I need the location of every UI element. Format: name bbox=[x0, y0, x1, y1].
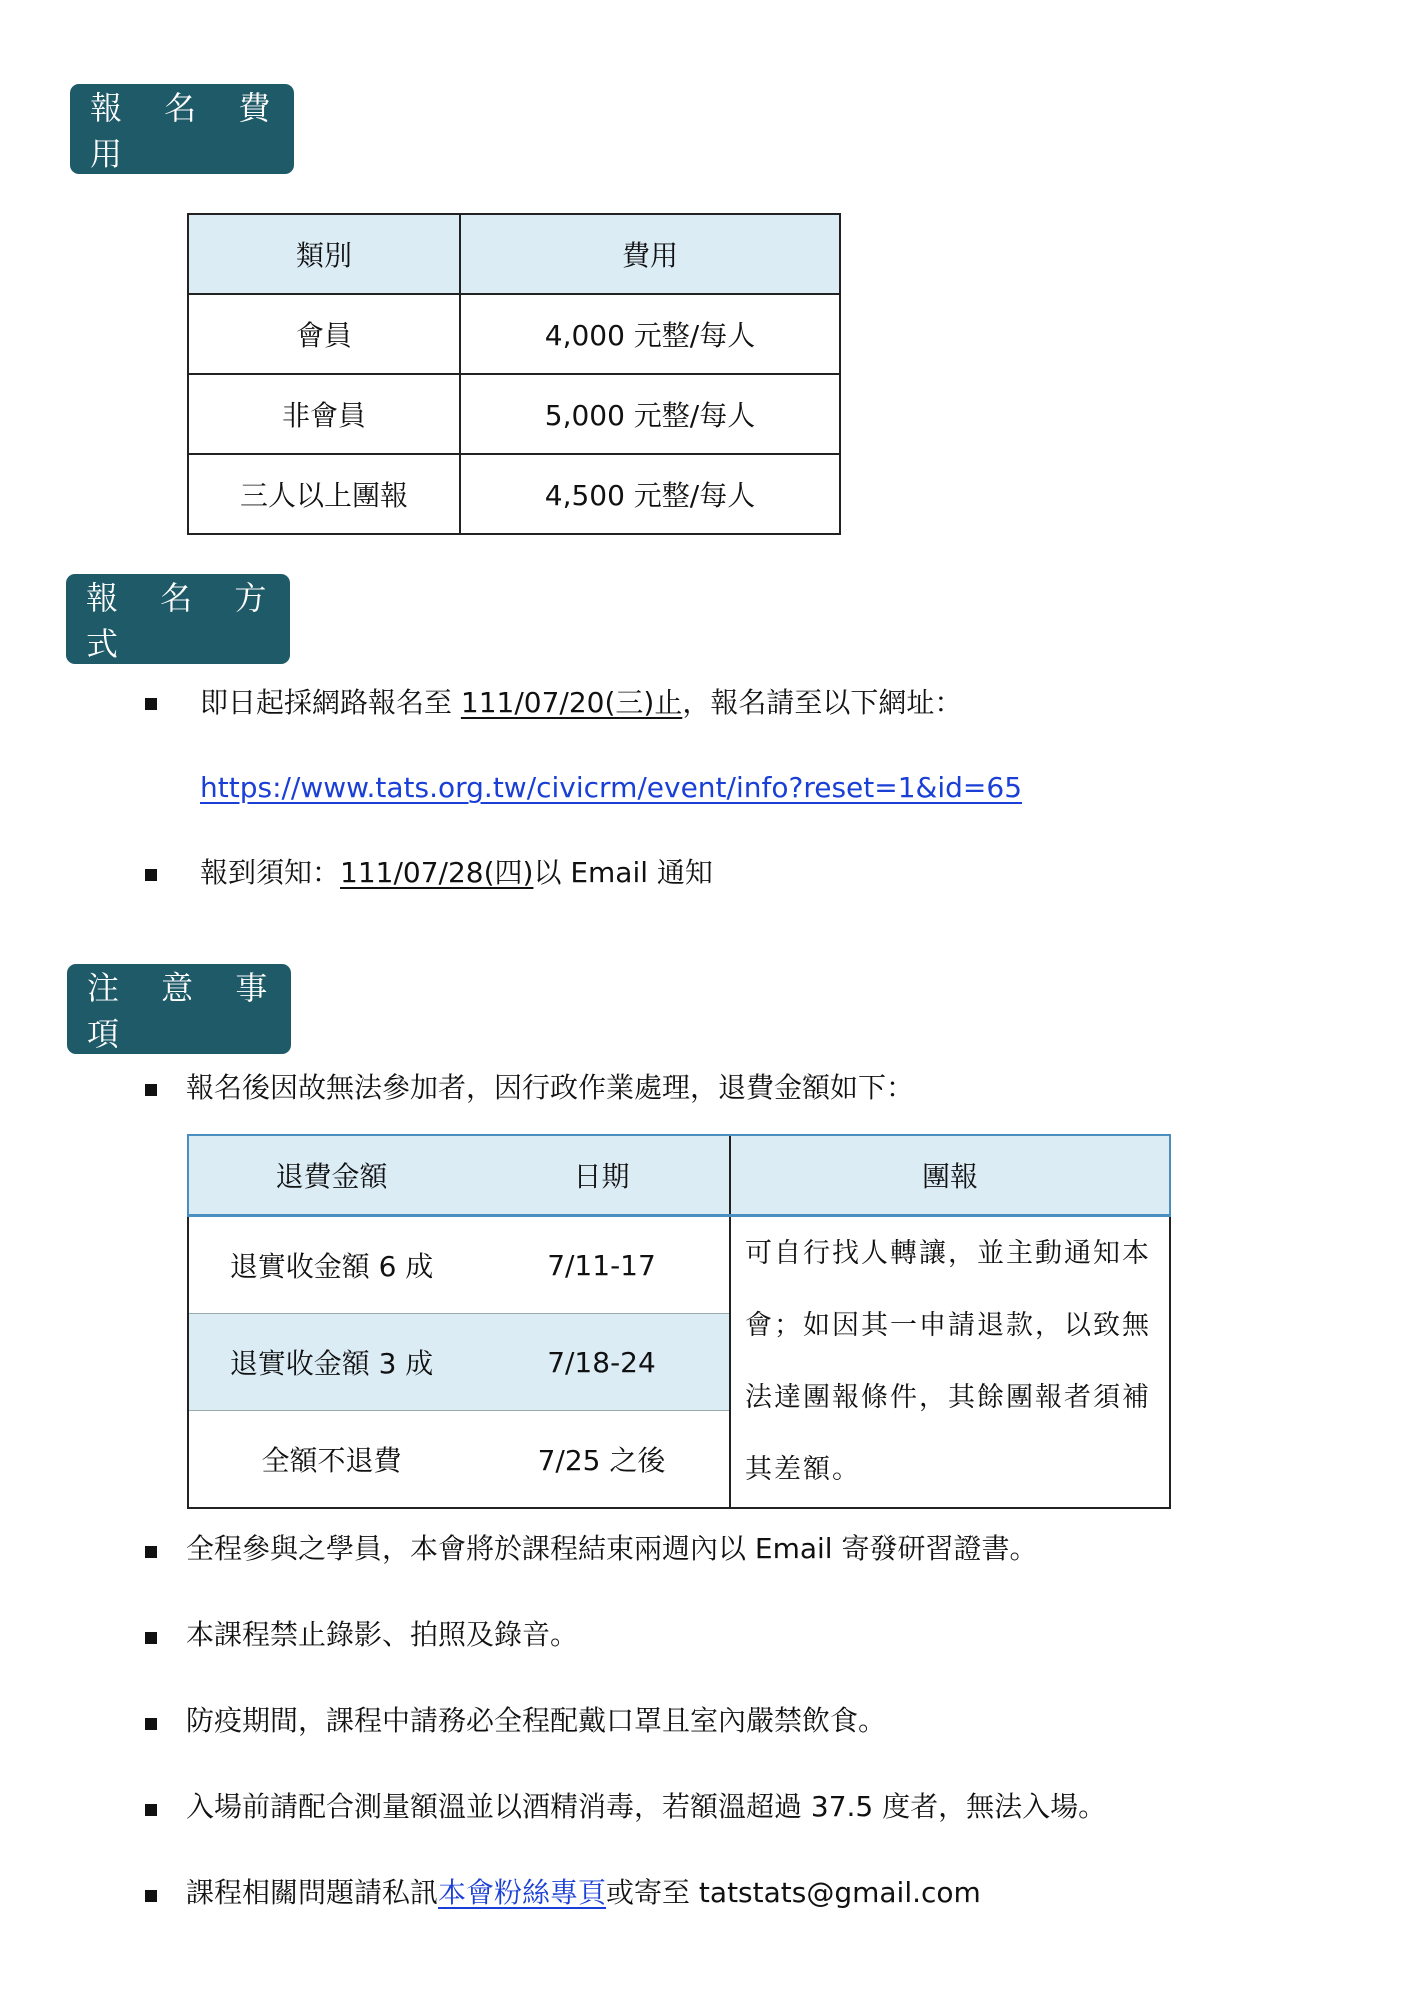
fee-category: 三人以上團報 bbox=[188, 454, 460, 534]
notice-item-contact bbox=[186, 1873, 981, 1913]
fee-table-header bbox=[188, 214, 840, 294]
checkin-date: 111/07/28(四) bbox=[340, 856, 534, 889]
bullet-icon bbox=[145, 1632, 157, 1644]
group-refund-note: 可自行找人轉讓，並主動通知本會；如因其一申請退款，以致無法達團報條件，其餘團報者須補其差額。 bbox=[730, 1216, 1170, 1509]
refund-date: 7/25 之後 bbox=[474, 1411, 730, 1509]
table-row bbox=[188, 454, 840, 534]
refund-date: 7/18-24 bbox=[474, 1314, 730, 1411]
notice-item-no-recording: 本課程禁止錄影、拍照及錄音。 bbox=[186, 1618, 579, 1651]
table-row bbox=[188, 294, 840, 374]
refund-amount: 全額不退費 bbox=[188, 1411, 474, 1509]
fan-page-link[interactable]: 本會粉絲專頁 bbox=[438, 1876, 607, 1909]
registration-suffix: ，報名請至以下網址： bbox=[682, 686, 963, 719]
notice-item-certificate: 全程參與之學員，本會將於課程結束兩週內以 Email 寄發研習證書。 bbox=[186, 1532, 1038, 1565]
section-title-method: 報 名 方 式 bbox=[66, 574, 290, 664]
registration-deadline: 111/07/20(三)止 bbox=[460, 686, 683, 719]
bullet-icon bbox=[145, 1546, 157, 1558]
checkin-notice-line bbox=[200, 853, 713, 893]
registration-url-link[interactable]: https://www.tats.org.tw/civicrm/event/info?reset=1&id=65 bbox=[200, 771, 1023, 804]
bullet-icon bbox=[145, 1804, 157, 1816]
fee-category: 非會員 bbox=[188, 374, 460, 454]
refund-table-header bbox=[188, 1135, 1170, 1216]
refund-table bbox=[187, 1134, 1171, 1509]
fee-header-category: 類別 bbox=[188, 214, 460, 294]
refund-amount: 退實收金額 3 成 bbox=[188, 1314, 474, 1411]
fee-amount: 4,500 元整/每人 bbox=[460, 454, 840, 534]
refund-header-amount: 退費金額 bbox=[188, 1135, 474, 1216]
refund-header-date: 日期 bbox=[474, 1135, 730, 1216]
refund-date: 7/11-17 bbox=[474, 1216, 730, 1314]
refund-amount: 退實收金額 6 成 bbox=[188, 1216, 474, 1314]
bullet-icon bbox=[145, 1084, 157, 1096]
fee-amount: 5,000 元整/每人 bbox=[460, 374, 840, 454]
registration-prefix: 即日起採網路報名至 bbox=[200, 686, 461, 719]
fee-table bbox=[187, 213, 841, 535]
fee-header-fee: 費用 bbox=[460, 214, 840, 294]
bullet-icon bbox=[145, 1718, 157, 1730]
fee-amount: 4,000 元整/每人 bbox=[460, 294, 840, 374]
contact-prefix: 課程相關問題請私訊 bbox=[186, 1876, 439, 1909]
bullet-icon bbox=[145, 869, 157, 881]
contact-suffix: 或寄至 tatstats@gmail.com bbox=[606, 1876, 981, 1909]
fee-category: 會員 bbox=[188, 294, 460, 374]
notice-item-masks: 防疫期間，課程中請務必全程配戴口罩且室內嚴禁飲食。 bbox=[186, 1704, 887, 1737]
section-title-fee: 報 名 費 用 bbox=[70, 84, 294, 174]
registration-url-line bbox=[200, 768, 1022, 808]
table-row bbox=[188, 1216, 1170, 1314]
refund-intro: 報名後因故無法參加者，因行政作業處理，退費金額如下： bbox=[186, 1071, 915, 1104]
checkin-suffix: 以 Email 通知 bbox=[533, 856, 713, 889]
table-row bbox=[188, 374, 840, 454]
checkin-prefix: 報到須知： bbox=[200, 856, 341, 889]
section-title-notice: 注 意 事 項 bbox=[67, 964, 291, 1054]
notice-item-temperature: 入場前請配合測量額溫並以酒精消毒，若額溫超過 37.5 度者，無法入場。 bbox=[186, 1790, 1107, 1823]
refund-header-group: 團報 bbox=[730, 1135, 1170, 1216]
bullet-icon bbox=[145, 1890, 157, 1902]
registration-deadline-line bbox=[200, 683, 962, 723]
bullet-icon bbox=[145, 698, 157, 710]
